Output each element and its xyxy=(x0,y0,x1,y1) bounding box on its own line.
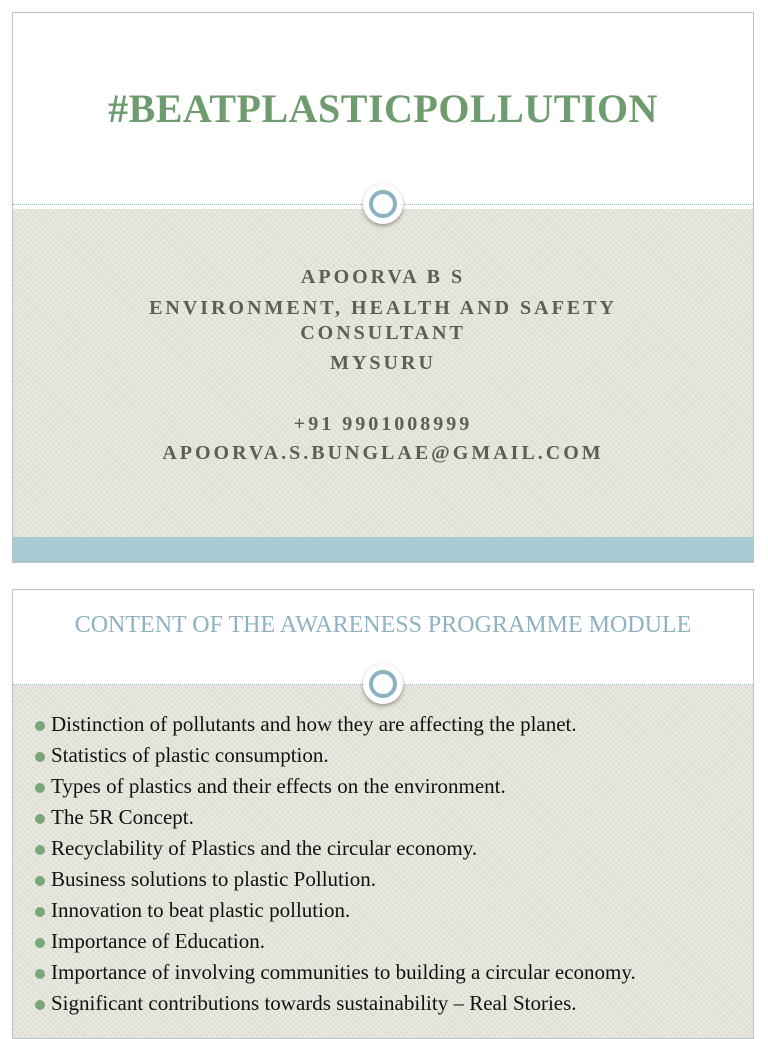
circle-ornament-icon xyxy=(363,184,403,224)
list-item: Innovation to beat plastic pollution. xyxy=(35,895,743,926)
accent-bar xyxy=(13,537,753,563)
presenter-name: APOORVA B S xyxy=(300,266,466,288)
list-item: Importance of involving communities to building a circular economy. xyxy=(35,957,743,988)
slide-heading: CONTENT OF THE AWARENESS PROGRAMME MODULE xyxy=(74,612,692,638)
list-item: Importance of Education. xyxy=(35,926,743,957)
topic-list xyxy=(35,709,743,1019)
slide-title: #BEATPLASTICPOLLUTION xyxy=(108,86,658,131)
content-slide xyxy=(12,589,754,1039)
list-item: The 5R Concept. xyxy=(35,802,743,833)
presenter-role-line2: CONSULTANT xyxy=(300,322,466,344)
presenter-phone: +91 9901008999 xyxy=(293,413,473,435)
contact-panel xyxy=(13,209,753,537)
presenter-city: MYSURU xyxy=(330,352,436,374)
list-item: Statistics of plastic consumption. xyxy=(35,740,743,771)
circle-ornament-icon xyxy=(363,664,403,704)
list-item: Recyclability of Plastics and the circular economy. xyxy=(35,833,743,864)
presenter-email: APOORVA.S.BUNGLAE@GMAIL.COM xyxy=(162,442,604,464)
title-slide xyxy=(12,12,754,563)
list-item: Significant contributions towards sustainability – Real Stories. xyxy=(35,988,743,1019)
list-item: Types of plastics and their effects on the environment. xyxy=(35,771,743,802)
list-item: Distinction of pollutants and how they are affecting the planet. xyxy=(35,709,743,740)
content-panel xyxy=(13,685,753,1038)
list-item: Business solutions to plastic Pollution. xyxy=(35,864,743,895)
presenter-role-line1: ENVIRONMENT, HEALTH AND SAFETY xyxy=(149,297,617,319)
